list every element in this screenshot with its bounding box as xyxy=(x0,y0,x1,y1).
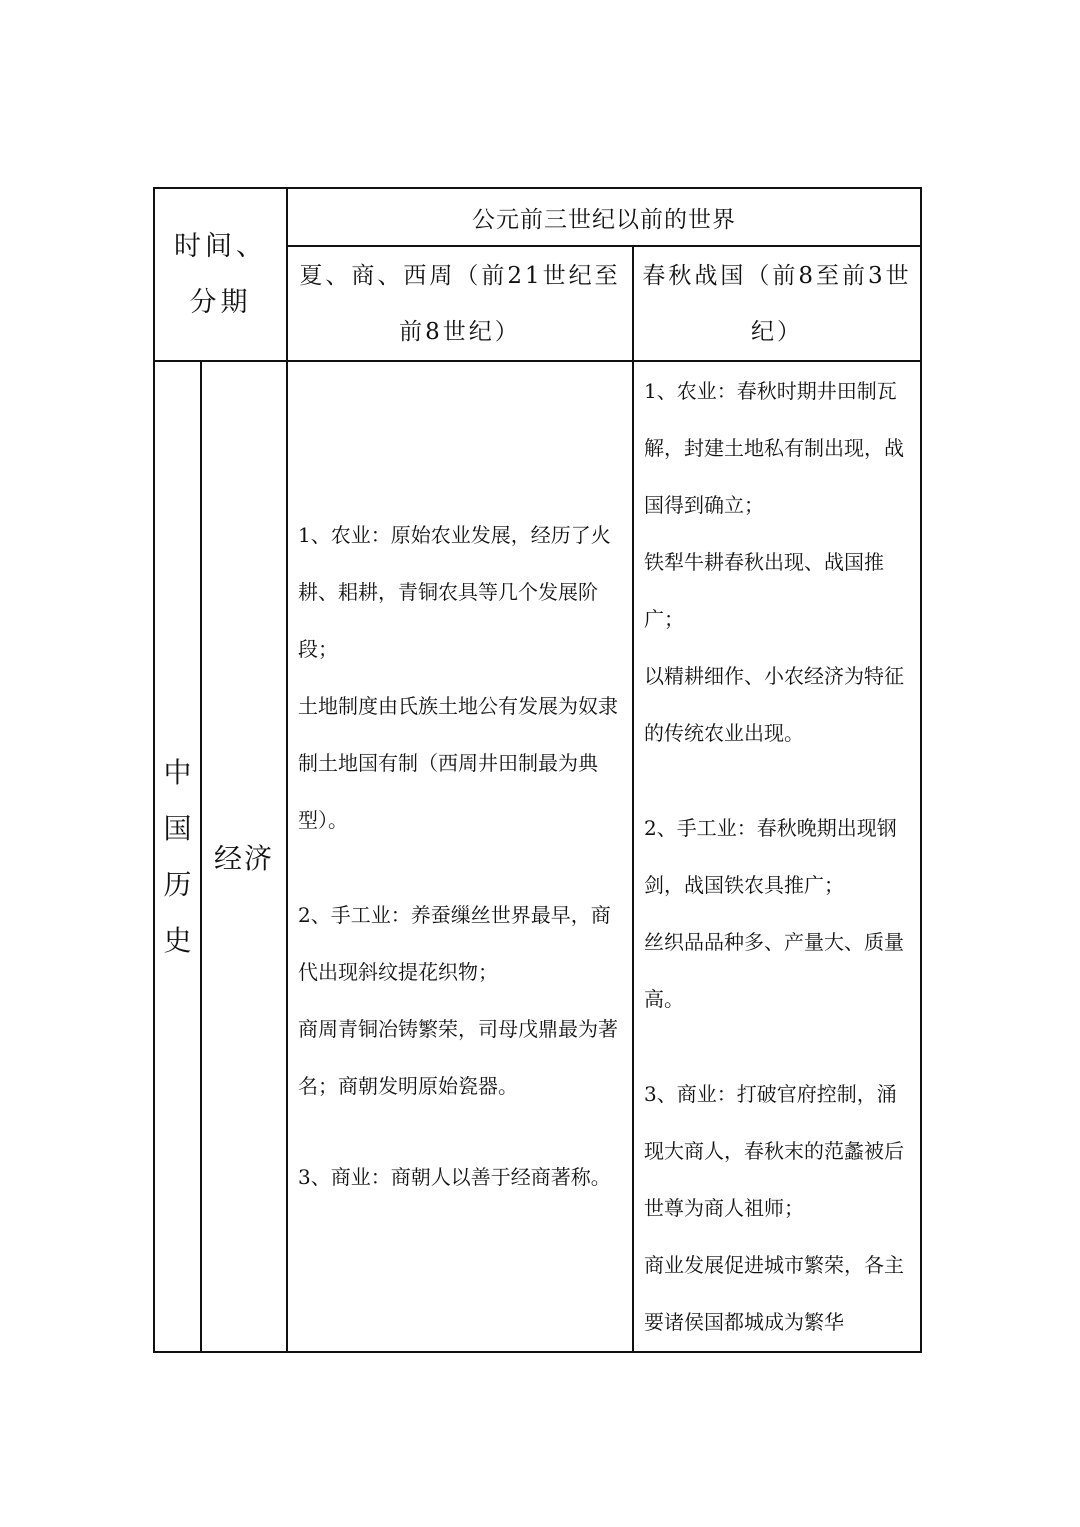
cell-chunqiu-zhanguo-economy xyxy=(633,361,921,1352)
para-handicraft: 2、手工业：春秋晚期出现钢剑，战国铁农具推广； xyxy=(644,816,897,897)
region-char: 国 xyxy=(163,811,192,845)
para-handicraft: 2、手工业：养蚕缫丝世界最早，商代出现斜纹提花织物； xyxy=(298,903,611,984)
cell-xia-shang-zhou-economy xyxy=(287,361,633,1352)
history-comparison-table xyxy=(153,187,922,1353)
region-char: 历 xyxy=(163,867,192,901)
para-agriculture: 1、农业：原始农业发展，经历了火耕、耜耕，青铜农具等几个发展阶段； xyxy=(298,523,611,661)
row-region-china-history xyxy=(154,361,201,1352)
row-category-economy: 经济 xyxy=(201,361,287,1352)
para-agriculture: 1、农业：春秋时期井田制瓦解，封建土地私有制出现，战国得到确立； xyxy=(644,379,904,517)
para-iron-plough: 铁犁牛耕春秋出现、战国推广； xyxy=(644,550,884,631)
header-time-period-text: 时间、分期 xyxy=(174,230,267,318)
header-col-xia-shang-zhou: 夏、商、西周（前21世纪至前8世纪） xyxy=(287,246,633,361)
para-bronze: 商周青铜冶铸繁荣，司母戊鼎最为著名；商朝发明原始瓷器。 xyxy=(298,1017,618,1098)
para-commerce: 3、商业：打破官府控制，涌现大商人，春秋末的范蠡被后世尊为商人祖师； xyxy=(644,1082,904,1220)
header-world-title: 公元前三世纪以前的世界 xyxy=(287,188,921,246)
region-char: 中 xyxy=(163,755,192,789)
para-cities: 商业发展促进城市繁荣，各主要诸侯国都城成为繁华 xyxy=(644,1253,904,1334)
region-char: 史 xyxy=(163,923,192,957)
para-traditional-agriculture: 以精耕细作、小农经济为特征的传统农业出现。 xyxy=(644,664,904,745)
para-land-system: 土地制度由氏族土地公有发展为奴隶制土地国有制（西周井田制最为典型）。 xyxy=(298,694,618,832)
header-time-period xyxy=(154,188,287,361)
header-col-chunqiu-zhanguo: 春秋战国（前8至前3世纪） xyxy=(633,246,921,361)
para-silk: 丝织品品种多、产量大、质量高。 xyxy=(644,930,904,1011)
para-commerce: 3、商业：商朝人以善于经商著称。 xyxy=(298,1165,611,1189)
